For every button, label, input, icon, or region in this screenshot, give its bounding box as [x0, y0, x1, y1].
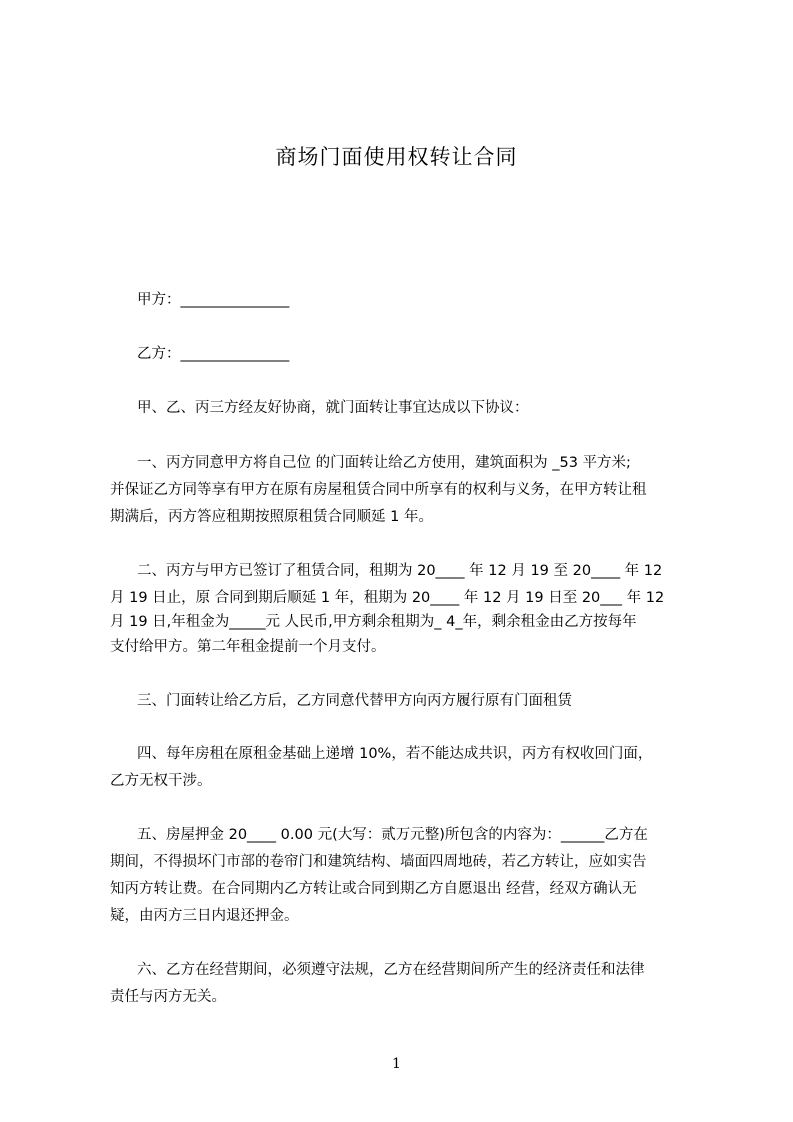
page-number: 1: [392, 1056, 401, 1072]
clause-4-line: 四、每年房租在原租金基础上递增 10%，若不能达成共识，丙方有权收回门面，: [137, 746, 653, 762]
clause-2-line: 月 19 日,年租金为_____元 人民币,甲方剩余租期为_ 4_年，剩余租金由乙方按每年: [110, 614, 637, 630]
clause-2-line: 支付给甲方。第二年租金提前一个月支付。: [110, 639, 386, 655]
clause-1-line: 并保证乙方同等享有甲方在原有房屋租赁合同中所享有的权利与义务，在甲方转让租: [110, 482, 647, 498]
clause-2-line: 二、丙方与甲方已签订了租赁合同，租期为 20____ 年 12 月 19 至 20____ 年 12: [137, 563, 663, 579]
clause-4-line: 乙方无权干涉。: [110, 773, 212, 789]
clause-2-line: 月 19 日止，原 合同到期后顺延 1 年，租期为 20____ 年 12 月 19 日至 20___ 年 12: [110, 590, 665, 606]
clause-1-line: 一、丙方同意甲方将自己位 的门面转让给乙方使用，建筑面积为 _53 平方米;: [137, 455, 631, 471]
clause-5-line: 期间，不得损坏门市部的卷帘门和建筑结构、墙面四周地砖，若乙方转让，应如实告: [110, 854, 647, 870]
contract-title: 商场门面使用权转让合同: [275, 145, 518, 169]
party-b-line: 乙方：_______________: [137, 346, 290, 362]
clause-5-line: 知丙方转让费。在合同期内乙方转让或合同到期乙方自愿退出 经营，经双方确认无: [110, 881, 637, 897]
intro-paragraph: 甲、乙、丙三方经友好协商，就门面转让事宜达成以下协议：: [137, 400, 529, 416]
clause-1-line: 期满后，丙方答应租期按照原租赁合同顺延 1 年。: [110, 509, 433, 525]
clause-6-line: 责任与丙方无关。: [110, 989, 226, 1005]
party-a-line: 甲方：_______________: [137, 292, 290, 308]
clause-6-line: 六、乙方在经营期间，必须遵守法规，乙方在经营期间所产生的经济责任和法律: [137, 962, 645, 978]
clause-3-line: 三、门面转让给乙方后，乙方同意代替甲方向丙方履行原有门面租赁: [137, 693, 572, 709]
clause-5-line: 五、房屋押金 20____ 0.00 元(大写：贰万元整)所包含的内容为：______乙方在: [137, 827, 648, 843]
clause-5-line: 疑，由丙方三日内退还押金。: [110, 908, 299, 924]
